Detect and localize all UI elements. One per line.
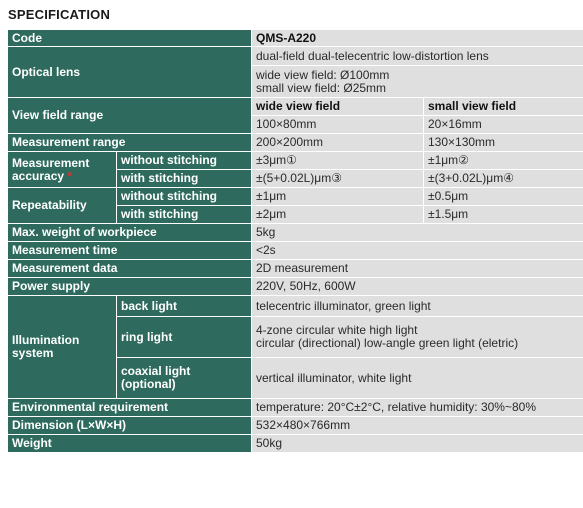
small-view-field-header: small view field [424,98,583,116]
ring-light-value-2: circular (directional) low-angle green light (eletric) [256,336,519,350]
page-title: SPECIFICATION [8,7,111,22]
small-view-field-value: 20×16mm [424,116,583,134]
wide-view-field-header: wide view field [252,98,424,116]
repeatability-without-small: ±0.5μm [424,188,583,206]
row-measurement-data [8,260,583,278]
environmental-value: temperature: 20°C±2°C, relative humidity: 30%~80% [252,399,583,417]
max-weight-label: Max. weight of workpiece [8,224,252,242]
code-label: Code [8,30,252,47]
wide-view-field-value: 100×80mm [252,116,424,134]
optical-lens-wide: wide view field: Ø100mm [256,67,390,82]
accuracy-without-stitching-label: without stitching [117,152,252,170]
weight-value: 50kg [252,435,583,453]
measurement-range-wide: 200×200mm [252,134,424,152]
row-dimension [8,417,583,435]
optical-lens-type: dual-field dual-telecentric low-distortion lens [252,47,583,66]
power-supply-value: 220V, 50Hz, 600W [252,278,583,296]
footnote-star: * [67,168,73,183]
row-max-weight [8,224,583,242]
measurement-data-value: 2D measurement [252,260,583,278]
ring-light-label: ring light [117,317,252,358]
row-illumination-back [8,296,583,317]
measurement-time-label: Measurement time [8,242,252,260]
power-supply-label: Power supply [8,278,252,296]
specification-table [7,29,583,453]
measurement-time-value: <2s [252,242,583,260]
row-accuracy-without [8,152,583,170]
repeatability-without-stitching-label: without stitching [117,188,252,206]
repeatability-with-small: ±1.5μm [424,206,583,224]
coaxial-light-label: coaxial light (optional) [117,358,252,399]
code-value: QMS-A220 [252,30,583,47]
dimension-label: Dimension (L×W×H) [8,417,252,435]
coaxial-light-value: vertical illuminator, white light [252,358,583,399]
back-light-value: telecentric illuminator, green light [252,296,583,317]
accuracy-with-wide: ±(5+0.02L)μm③ [252,170,424,188]
measurement-accuracy-label: Measurement accuracy * [8,152,117,188]
dimension-value: 532×480×766mm [252,417,583,435]
repeatability-without-wide: ±1μm [252,188,424,206]
repeatability-with-wide: ±2μm [252,206,424,224]
row-view-field-header [8,98,583,116]
optical-lens-small: small view field: Ø25mm [256,80,387,95]
row-weight [8,435,583,453]
max-weight-value: 5kg [252,224,583,242]
row-power-supply [8,278,583,296]
ring-light-value-1: 4-zone circular white high light [256,323,418,337]
row-repeatability-without [8,188,583,206]
environmental-label: Environmental requirement [8,399,252,417]
view-field-range-label: View field range [8,98,252,134]
row-environmental [8,399,583,417]
accuracy-with-small: ±(3+0.02L)μm④ [424,170,583,188]
measurement-range-label: Measurement range [8,134,252,152]
repeatability-with-stitching-label: with stitching [117,206,252,224]
row-code [8,30,583,47]
accuracy-without-small: ±1μm② [424,152,583,170]
measurement-range-small: 130×130mm [424,134,583,152]
repeatability-label: Repeatability [8,188,117,224]
row-measurement-time [8,242,583,260]
accuracy-without-wide: ±3μm① [252,152,424,170]
measurement-data-label: Measurement data [8,260,252,278]
illumination-system-label: Illumination system [8,296,117,399]
accuracy-with-stitching-label: with stitching [117,170,252,188]
optical-lens-label: Optical lens [8,47,252,98]
weight-label: Weight [8,435,252,453]
back-light-label: back light [117,296,252,317]
row-optical-lens-1 [8,47,583,66]
row-measurement-range [8,134,583,152]
